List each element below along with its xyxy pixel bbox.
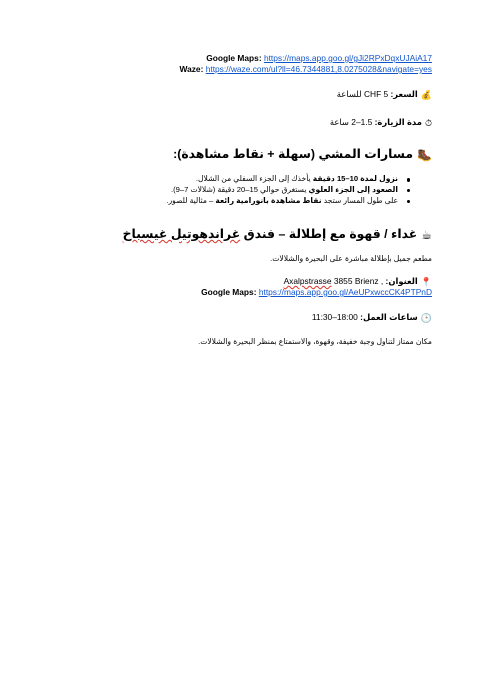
google-maps-link[interactable]: https://maps.app.goo.gl/gJi2RPxDqxUJAiA17 — [263, 53, 432, 63]
walking-item-text: يستغرق حوالي 15–20 دقيقة (شلالات 7–9). — [170, 184, 309, 194]
lunch-maps-label: Google Maps: — [201, 287, 259, 297]
address-label: العنوان: — [385, 276, 418, 286]
clock-icon: 🕒 — [420, 313, 432, 323]
hiking-boot-icon: 🥾 — [417, 148, 432, 162]
hours-line — [40, 312, 432, 324]
coffee-cup-icon: ☕ — [421, 228, 432, 242]
stopwatch-icon: ⏱ — [424, 118, 432, 128]
walking-item-bold: الصعود إلى الجزء العلوي — [308, 184, 398, 194]
lunch-heading-prefix: غداء / قهوة مع إطلالة – فندق — [240, 227, 418, 241]
money-bag-icon: 💰 — [420, 90, 432, 100]
duration-line — [40, 117, 432, 129]
hours-label: ساعات العمل: — [360, 312, 418, 322]
lunch-maps-line — [40, 287, 432, 298]
walking-item — [40, 174, 432, 185]
google-maps-label: Google Maps: — [206, 53, 264, 63]
pin-icon: 📍 — [420, 277, 432, 287]
walking-item-text: يأخذك إلى الجزء السفلي من الشلال. — [195, 174, 313, 183]
lunch-description: مطعم جميل بإطلالة مباشرة على البحيرة والشلالات. — [270, 254, 432, 263]
duration-label: مدة الزيارة: — [374, 117, 422, 127]
walking-list — [40, 174, 432, 206]
price-line — [40, 89, 432, 101]
duration-value: 1.5–2 ساعة — [329, 117, 373, 127]
waze-label: Waze: — [179, 64, 206, 74]
lunch-heading-hotel: غراندهوتيل غيسباخ — [122, 227, 241, 241]
address-value — [284, 276, 384, 286]
lunch-heading — [40, 226, 432, 243]
lunch-note: مكان ممتاز لتناول وجبة خفيفة، وقهوة، والاستمتاع بمنظر البحيرة والشلالات. — [198, 337, 432, 346]
google-maps-line — [40, 53, 432, 64]
walking-heading — [40, 146, 432, 163]
price-label: السعر: — [390, 89, 418, 99]
address-rest: 3855 Brienz , — [331, 276, 384, 286]
walking-item — [40, 185, 432, 196]
walking-heading-text: مسارات المشي (سهلة + نقاط مشاهدة): — [173, 147, 414, 161]
address-street: Axalpstrasse — [283, 276, 332, 286]
walking-item-pre: على طول المسار ستجد — [321, 195, 398, 205]
price-value: 5 CHF للساعة — [336, 89, 389, 99]
walking-item-bold: نزول لمدة 10–15 دقيقة — [312, 174, 398, 183]
hours-value: 11:30–18:00 — [311, 312, 358, 322]
links-block — [40, 53, 432, 75]
lunch-maps-link[interactable]: https://maps.app.goo.gl/AeUPxwccCK4PTPnD — [258, 287, 432, 297]
walking-item-bold: نقاط مشاهدة بانورامية رائعة — [215, 195, 322, 205]
waze-link[interactable]: https://waze.com/ul?ll=46.7344881,8.0275028&navigate=yes — [205, 64, 432, 74]
waze-line — [40, 64, 432, 75]
walking-item — [40, 196, 432, 207]
walking-item-text: – مثالية للصور. — [166, 195, 216, 205]
